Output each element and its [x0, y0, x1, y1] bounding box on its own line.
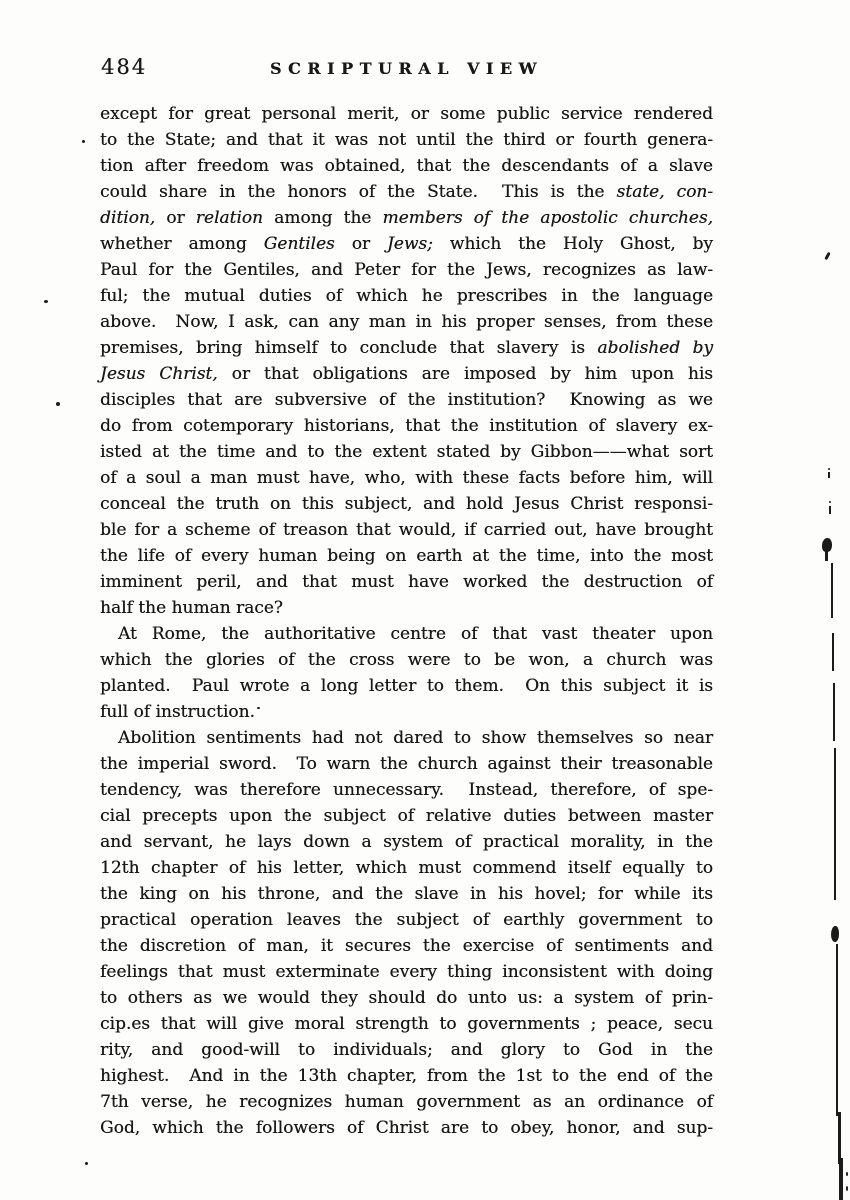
text-segment: conceal the truth on this subject, and hold Jesus Christ responsi-	[100, 494, 713, 514]
ink-blot	[831, 926, 839, 942]
text-line	[100, 881, 713, 907]
text-line	[100, 959, 713, 985]
text-segment: half the human race?	[100, 598, 283, 618]
text-segment: among the	[262, 208, 383, 228]
ink-speck	[257, 707, 260, 709]
text-line	[100, 413, 713, 439]
body-text	[100, 101, 713, 1141]
text-line	[100, 725, 713, 751]
text-line	[100, 387, 713, 413]
text-segment: or that obligations are imposed by him upon his	[217, 364, 713, 384]
scan-line	[836, 944, 838, 1116]
text-line	[100, 803, 713, 829]
text-line	[100, 673, 713, 699]
scan-line	[831, 563, 833, 618]
text-line	[100, 569, 713, 595]
italic-text: abolished by	[597, 338, 713, 358]
scan-mark	[829, 506, 831, 514]
text-segment: the discretion of man, it secures the exercise of sentiments and	[100, 936, 713, 956]
ink-blot	[825, 550, 828, 561]
text-segment: the imperial sword. To warn the church against their treasonable	[100, 754, 713, 774]
text-line	[100, 101, 713, 127]
text-segment: could share in the honors of the State. This is the	[100, 182, 617, 202]
ink-speck	[846, 1186, 848, 1191]
text-segment: planted. Paul wrote a long letter to them. On this subject it is	[100, 676, 713, 696]
text-line	[100, 309, 713, 335]
text-segment: whether among	[100, 234, 264, 254]
text-segment: isted at the time and to the extent stated by Gibbon——what sort	[100, 442, 713, 462]
text-segment: or	[334, 234, 387, 254]
scan-mark	[824, 252, 830, 260]
text-segment: disciples that are subversive of the institution? Knowing as we	[100, 390, 713, 410]
text-line	[100, 829, 713, 855]
text-line	[100, 127, 713, 153]
scan-line	[834, 748, 836, 900]
text-segment: ble for a scheme of treason that would, if carried out, have brought	[100, 520, 713, 540]
text-segment: of a soul a man must have, who, with these facts before him, will	[100, 468, 713, 488]
text-segment: or	[155, 208, 196, 228]
text-line	[100, 699, 713, 725]
ink-speck	[44, 300, 48, 303]
text-segment: cip.es that will give moral strength to governments ; peace, secu	[100, 1014, 713, 1034]
text-line	[100, 179, 713, 205]
ink-speck	[56, 402, 60, 406]
scan-line	[839, 1158, 843, 1200]
text-segment: At Rome, the authoritative centre of that vast theater upon	[118, 624, 713, 644]
ink-speck	[85, 1162, 88, 1165]
italic-text: Jews;	[386, 234, 433, 254]
text-segment: 12th chapter of his letter, which must commend itself equally to	[100, 858, 713, 878]
text-segment: above. Now, I ask, can any man in his proper senses, from these	[100, 312, 713, 332]
text-segment: God, which the followers of Christ are to obey, honor, and sup-	[100, 1118, 713, 1138]
text-line	[100, 231, 713, 257]
text-segment: the life of every human being on earth at the time, into the most	[100, 546, 713, 566]
text-line	[100, 205, 713, 231]
text-segment: full of instruction.	[100, 702, 255, 722]
text-line	[100, 777, 713, 803]
italic-text: members of the apostolic churches,	[382, 208, 713, 228]
text-line	[100, 621, 713, 647]
text-line	[100, 517, 713, 543]
text-line	[100, 257, 713, 283]
text-segment: highest. And in the 13th chapter, from the 1st to the end of the	[100, 1066, 713, 1086]
text-segment: rity, and good-will to individuals; and glory to God in the	[100, 1040, 713, 1060]
text-line	[100, 751, 713, 777]
text-line	[100, 465, 713, 491]
text-line	[100, 933, 713, 959]
text-line	[100, 1011, 713, 1037]
text-segment: premises, bring himself to conclude that slavery is	[100, 338, 598, 358]
text-line	[100, 647, 713, 673]
text-line	[100, 1089, 713, 1115]
text-line	[100, 491, 713, 517]
page-number: 484	[101, 55, 148, 79]
ink-speck	[846, 1172, 848, 1176]
text-segment: imminent peril, and that must have worked the destruction of	[100, 572, 713, 592]
text-segment: ful; the mutual duties of which he prescribes in the language	[100, 286, 713, 306]
text-segment: tendency, was therefore unnecessary. Instead, therefore, of spe-	[100, 780, 713, 800]
text-segment: Paul for the Gentiles, and Peter for the Jews, recognizes as law-	[100, 260, 713, 280]
scan-line	[833, 683, 835, 741]
text-segment: and servant, he lays down a system of practical morality, in the	[100, 832, 713, 852]
italic-text: relation	[195, 208, 263, 228]
text-line	[100, 335, 713, 361]
scan-mark	[828, 468, 830, 470]
text-segment: Abolition sentiments had not dared to show themselves so near	[118, 728, 713, 748]
text-line	[100, 1037, 713, 1063]
text-segment: feelings that must exterminate every thing inconsistent with doing	[100, 962, 713, 982]
text-segment: practical operation leaves the subject of earthly government to	[100, 910, 713, 930]
italic-text: state, con-	[616, 182, 713, 202]
text-line	[100, 1115, 713, 1141]
text-segment: tion after freedom was obtained, that the descendants of a slave	[100, 156, 713, 176]
text-segment: to others as we would they should do unto us: a system of prin-	[100, 988, 713, 1008]
text-segment: which the glories of the cross were to be won, a church was	[100, 650, 713, 670]
text-segment: cial precepts upon the subject of relative duties between master	[100, 806, 713, 826]
ink-speck	[82, 140, 85, 143]
scan-line	[832, 633, 834, 671]
scan-mark	[829, 501, 831, 503]
text-line	[100, 439, 713, 465]
running-header: SCRIPTURAL VIEW	[269, 59, 544, 78]
text-line	[100, 855, 713, 881]
text-segment: to the State; and that it was not until the third or fourth genera-	[100, 130, 713, 150]
text-line	[100, 1063, 713, 1089]
text-line	[100, 153, 713, 179]
italic-text: Jesus Christ,	[100, 364, 218, 384]
text-line	[100, 907, 713, 933]
text-line	[100, 985, 713, 1011]
text-segment: do from cotemporary historians, that the institution of slavery ex-	[100, 416, 713, 436]
text-segment: except for great personal merit, or some public service rendered	[100, 104, 713, 124]
text-line	[100, 361, 713, 387]
text-segment: the king on his throne, and the slave in his hovel; for while its	[100, 884, 713, 904]
text-segment: which the Holy Ghost, by	[432, 234, 714, 254]
italic-text: Gentiles	[263, 234, 335, 254]
italic-text: dition,	[100, 208, 156, 228]
text-line	[100, 543, 713, 569]
text-line	[100, 595, 713, 621]
text-line	[100, 283, 713, 309]
text-segment: 7th verse, he recognizes human government as an ordinance of	[100, 1092, 713, 1112]
scan-mark	[828, 472, 830, 478]
scan-line	[838, 1112, 841, 1164]
